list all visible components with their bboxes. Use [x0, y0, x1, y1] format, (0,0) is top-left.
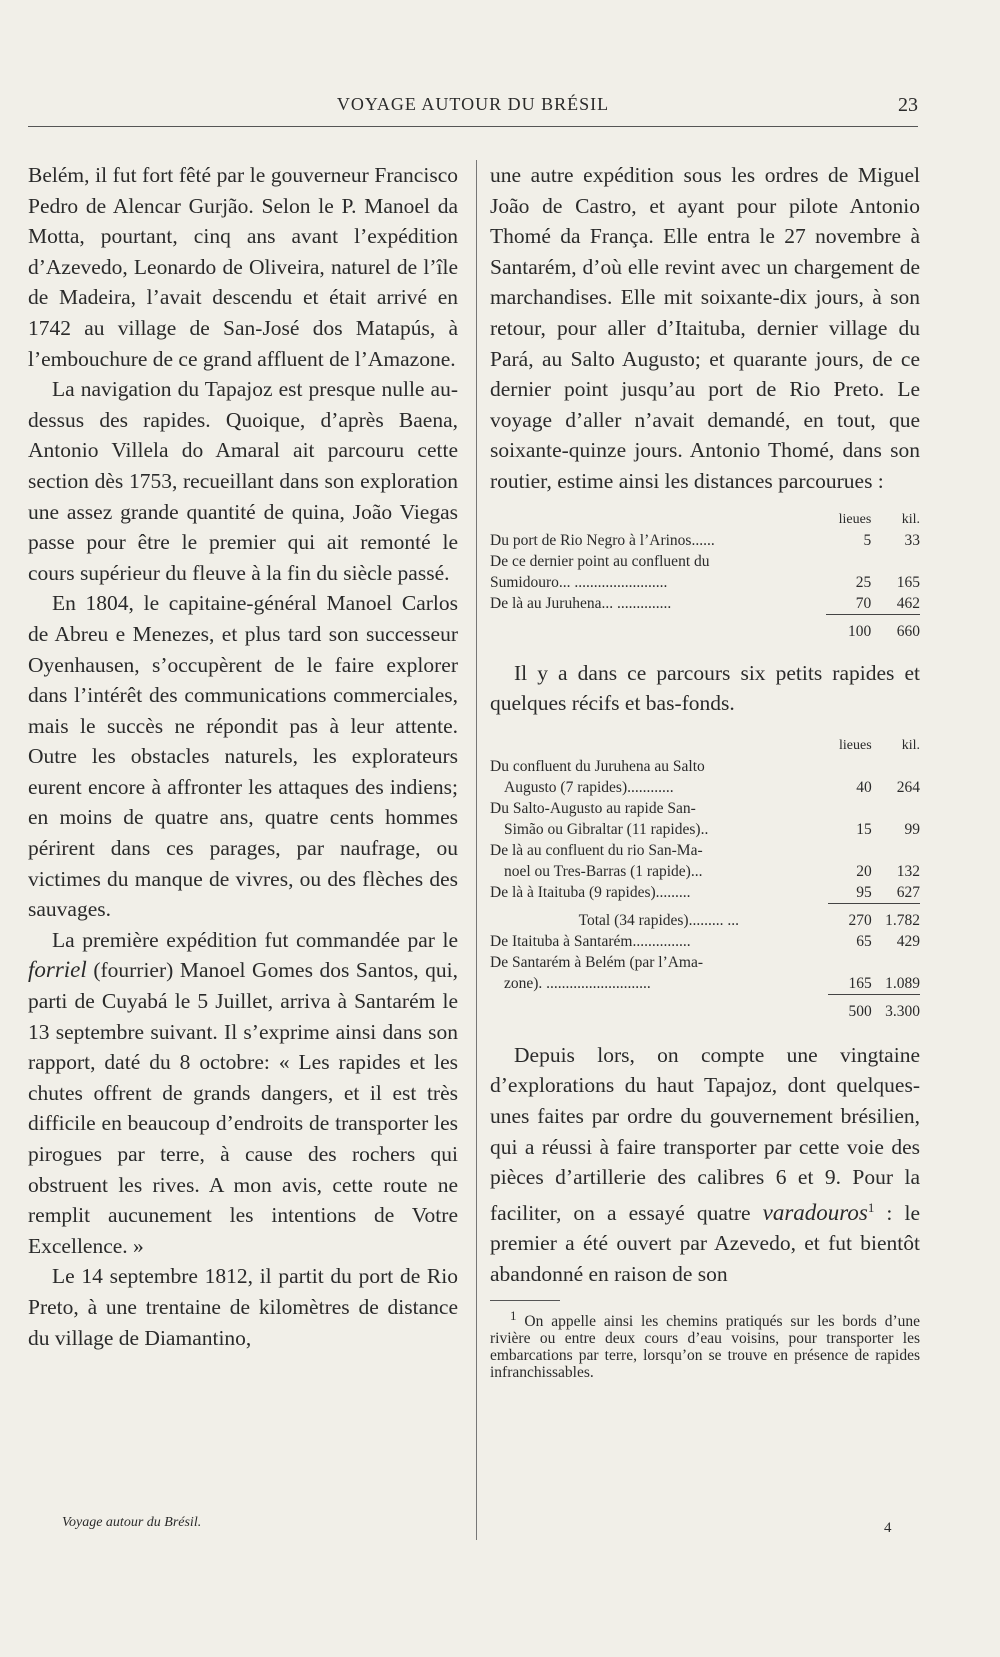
table-total-row: 100 660	[490, 614, 920, 642]
footnote-ref: 1	[867, 1199, 875, 1215]
column-divider	[476, 160, 477, 1540]
distance-table-1	[490, 509, 920, 642]
table-row: De Itaituba à Santarém............... 65 429	[490, 932, 920, 950]
right-column	[490, 160, 920, 1381]
table-row: noel ou Tres-Barras (1 rapide)... 20 132	[504, 862, 920, 880]
table-row: Simão ou Gibraltar (11 rapides).. 15 99	[504, 820, 920, 838]
paragraph	[490, 1040, 920, 1290]
table-subtotal-row: Total (34 rapides)......... ... 270 1.782	[490, 903, 920, 931]
paragraph: La navigation du Tapajoz est presque nulle au-dessus des rapides. Quoique, d’après Baena, Antonio Villela do Amaral ait parcouru cette section dès 1753, recueillant dans son exploration une assez grande quantité de quina, João Viegas passe pour être le premier qui ait remonté le cours supérieur du fleuve à la fin du siècle passé.	[28, 377, 458, 585]
paragraph: une autre expédition sous les ordres de Miguel João de Castro, et ayant pour pilote Antonio Thomé da França. Elle entra le 27 novembre à Santarém, d’où elle revint avec un chargement de marchandises. Elle mit soixante-dix jours, à son retour, pour aller d’Itaituba, dernier village du Pará, au Salto Augusto; et quarante jours, de ce dernier point jusqu’au port de Rio Preto. Le voyage d’aller n’avait demandé, en tout, que soixante-quinze jours. Antonio Thomé, dans son routier, estime ainsi les distances parcourues :	[490, 163, 920, 493]
paragraph: Belém, il fut fort fêté par le gouverneur Francisco Pedro de Alencar Gurjão. Selon le P. Manoel da Motta, pourtant, cinq ans avant l’expédition d’Azevedo, Leonardo de Oliveira, naturel de l’île de Madeira, l’avait descendu et était arrivé en 1742 au village de San-José dos Matapús, à l’embouchure de ce grand affluent de l’Amazone.	[28, 163, 458, 371]
italic-term: forriel	[28, 957, 87, 983]
text-run: La première expédition fut commandée par le	[52, 927, 458, 952]
table-row: Du Salto-Augusto au rapide San-	[490, 799, 696, 817]
footnote	[490, 1307, 920, 1381]
table-row: Du port de Rio Negro à l’Arinos...... 5 33	[490, 531, 920, 549]
table-row: De là à Itaituba (9 rapides)......... 95 627	[490, 883, 920, 902]
text-run: : le premier a été ouvert par Azevedo, et fut bientôt abandonné en raison de son	[490, 1200, 920, 1287]
paragraph	[28, 925, 458, 1262]
header-kil: kil.	[901, 511, 920, 527]
text-run: Depuis lors, on compte une vingtaine d’explorations du haut Tapajoz, dont quelques-unes faites par ordre du gouvernement brésilien, qui a réussi à faire transporter par cette voie des pièces d’artillerie des calibres 6 et 9. Pour la faciliter, on a essayé quatre	[490, 1042, 920, 1225]
table-row: zone). ........................... 165 1.089	[504, 974, 920, 993]
table-row: Augusto (7 rapides)............ 40 264	[504, 778, 920, 796]
page-number: 23	[898, 94, 918, 116]
table-row: De ce dernier point au confluent du	[490, 552, 710, 570]
table-row: De Santarém à Belém (par l’Ama-	[490, 953, 704, 971]
running-title: VOYAGE AUTOUR DU BRÉSIL	[336, 94, 610, 114]
table-row: De là au confluent du rio San-Ma-	[490, 841, 703, 859]
left-column	[28, 160, 458, 1353]
header-kil: kil.	[901, 737, 920, 753]
signature-line: Voyage autour du Brésil.	[62, 1515, 202, 1530]
paragraph: Il y a dans ce parcours six petits rapides et quelques récifs et bas-fonds.	[490, 660, 920, 716]
table-row: Du confluent du Juruhena au Salto	[490, 757, 705, 775]
distance-table-2	[490, 735, 920, 1022]
italic-term: varadouros	[762, 1199, 868, 1225]
running-head	[28, 86, 918, 127]
text-run: (fourrier) Manoel Gomes dos Santos, qui, parti de Cuyabá le 5 Juillet, arriva à Santarém le 13 septembre suivant. Il s’exprime ainsi dans son rapport, daté du 8 octobre: « Les rapides et les chutes offrent de grands dangers, et il est très difficile en beaucoup d’endroits de transporter les pirogues par terre, à cause des rochers qui obstruent les rives. A mon avis, cette route ne remplit aucunement les intentions de Votre Excellence. »	[28, 958, 458, 1258]
paragraph: Le 14 septembre 1812, il partit du port de Rio Preto, à une trentaine de kilomètres de distance du village de Diamantino,	[28, 1264, 458, 1350]
paragraph: En 1804, le capitaine-général Manoel Carlos de Abreu e Menezes, et plus tard son successeur Oyenhausen, s’occupèrent de le faire explorer dans l’intérêt des communications commerciales, mais le succès ne répondit pas à leur attente. Outre les obstacles naturels, les explorateurs eurent encore à affronter les attaques des indiens; en moins de quatre ans, quatre cents hommes périrent dans ces parages, par naufrage, ou victimes du manque de vivres, ou des flèches des sauvages.	[28, 591, 458, 922]
footnote-text: On appelle ainsi les chemins pratiqués sur les bords d’une rivière ou entre deux cours d’eau voisins, pour transporter les embarcations par terre, lorsqu’on se trouve en présence de rapides infranchissables.	[490, 1312, 921, 1381]
table-total-row: 500 3.300	[490, 994, 920, 1022]
footnote-mark: 1	[510, 1307, 517, 1323]
sheet-number: 4	[884, 1520, 892, 1536]
footnote-rule	[490, 1300, 560, 1301]
table-row: De là au Juruhena... .............. 70 462	[490, 594, 920, 613]
header-lieues: lieues	[838, 511, 872, 527]
header-lieues: lieues	[839, 737, 872, 753]
table-row: Sumidouro... ........................ 25 165	[490, 573, 920, 591]
